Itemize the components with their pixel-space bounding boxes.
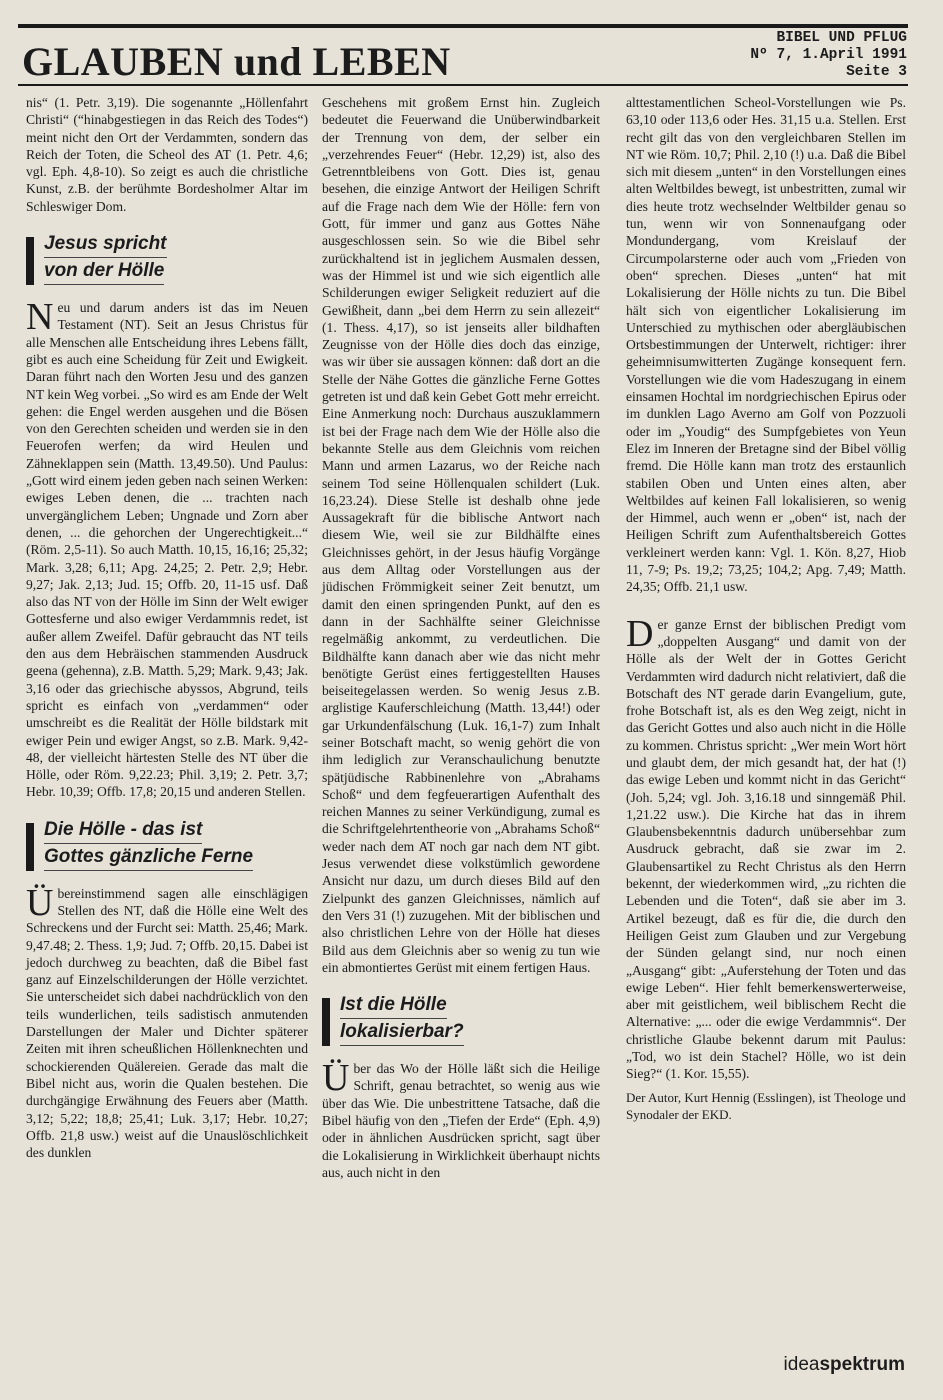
column-2 <box>322 94 600 1181</box>
section-heading <box>322 992 600 1046</box>
author-byline: Der Autor, Kurt Hennig (Esslingen), ist Theologe und Synodaler der EKD. <box>626 1089 906 1122</box>
paragraph: alttestamentlichen Scheol-Vorstellungen wie Ps. 63,10 oder 113,6 oder Hes. 31,15 u.a. Stellen. Erst recht gilt das von den vergleichbaren Stellen im NT wie Röm. 10,7; Phil. 2,10 (!) u.a. Daß die Bibel sich mit diesem „unten“ in den Vorstellungen eines alten Weltbildes bewegt, ist unbestritten, zumal wir dies heute trotz wechselnder Weltbilder genau so tun, wenn wir von Sonnenaufgang oder Mondundergang, vom Kreislauf der Circumpolarsterne oder auch vom „Frieden von oben“ sprechen. Dieses „unten“ hat mit Lokalisierung der Hölle nichts zu tun. Die Bibel hält sich von eigentlicher Lokalisierung im Unterschied zu mythischen oder abergläubischen Ortsbestimmungen der Unterwelt, richtiger: ihrer geheimnisumwitterten Zugänge konsequent fern. Vorstellungen wie die vom Hadeszugang in einem einsamen Hochtal im nordgriechischen Epirus oder im dunklen Lago Averno am Golf von Pozzuoli oder im „Youdig“ des Sumpfgebietes von Yeun Elez im Inneren der Bretagne sind der Bibel völlig fremd. Die Hölle kann man trotz des erstaunlich stabilen Oben und Unten eines alten, aber Weltbildes auf keinen Fall lokalisieren, so wenig der Himmel, auch wenn er „oben“ ist, nach der Heiligen Schrift zum Aufenthaltsbereich Gottes verkleinert werden kann: Vgl. 1. Kön. 8,27, Hiob 11, 7-9; Ps. 19,2; 73,25; 104,2; Apg. 7,49; Matth. 24,35; Offb. 21,1 usw. <box>626 95 906 595</box>
page-number: Seite 3 <box>846 64 907 80</box>
drop-cap: Ü <box>322 1057 350 1100</box>
paragraph: Der ganze Ernst der biblischen Predigt vom „doppelten Ausgang“ und damit von der Hölle als der Welt der in Gottes Gericht Verdammten wird dadurch nicht relativiert, daß die Botschaft des NT gerade darin Evangelium, gute, frohe Botschaft ist, als es den Weg zeigt, nicht in das Gericht Gottes und also auch nicht in die Hölle zu kommen. Christus spricht: „Wer mein Wort hört und glaubt dem, der mich gesandt hat, der hat (!) das ewige Leben und kommt nicht in das Gericht“ (Joh. 5,24; vgl. Joh. 3,16.18 und sinngemäß Phil. 1,21.22 usw.). Die Kirche hat das in ihrem Glaubensbekenntnis dadurch unübersehbar zum Ausdruck gebracht, daß sie zwar im 2. Glaubensartikel zu Recht Christus als den Herrn bekennt, der wiederkommen wird, „zu richten die Lebenden und die Toten“, daß sie aber im 3. Artikel bezeugt, daß es für die, die durch den Heiligen Geist zum Glauben und zur Vergebung der Sünden gelangt sind, nur noch einen „Ausgang“ gibt: „Auferstehung der Toten und das ewige Leben“. Hier fehlt bemerkenswerterweise, aber mit geistlichem, weil biblischem Recht die Alternative: „... oder die ewige Verdammnis“. Der christliche Glaube bekennt darum mit Paulus: „Tod, wo ist dein Stachel? Hölle, wo ist dein Sieg?“ (1. Kor. 15,55). <box>626 612 906 1082</box>
heading-line: Gottes gänzliche Ferne <box>44 844 253 871</box>
column-3 <box>626 94 906 1123</box>
header-rule <box>18 84 908 86</box>
paragraph: nis“ (1. Petr. 3,19). Die sogenannte „Höllenfahrt Christi“ (“hinabgestiegen in das Reich des Todes“) meint nicht den Ort der Verdammten, sondern das Reich der Toten, die Scheol des AT (1. Petr. 4,6; vgl. Eph. 4,8-10). So zeigt es auch die christliche Kunst, z.B. der berühmte Bordesholmer Altar im Schleswiger Dom. <box>26 95 308 214</box>
column-1 <box>26 94 308 1161</box>
top-rule <box>18 24 908 28</box>
paragraph: Geschehens mit großem Ernst hin. Zugleich bedeutet die Feuerwand die Unüberwindbarkeit der Trennung von dem, der selber ein „verzehrendes Feuer“ (Hebr. 12,29) ist, also des Getrenntbleibens von Gott. Dies ist, genau besehen, die einzige Antwort der Heiligen Schrift auf die Frage nach dem Wie der Hölle: fern von Gott, für immer und ganz aus Gottes Nähe ausgeschlossen sein. So wie die Bibel sehr zurückhaltend ist in jeglichem Ausmalen dessen, was der Himmel ist und wie sich eigentlich alle Schilderungen ewiger Seligkeit reduziert auf die Gewißheit, dann „bei dem Herrn zu sein allezeit“ (1. Thess. 4,17), so ist jenseits aller bildhaften Zeugnisse von der Hölle dies doch das einzige, was wir über sie aussagen können: daß dort an die Stelle der Nähe Gottes die gänzliche Ferne Gottes getreten ist und daß kein Gebet Gott mehr erreicht. Eine Anmerkung noch: Durchaus auszuklammern ist bei der Frage nach dem Wie der Hölle also die bekannte Stelle aus dem Gleichnis vom reichen Mann und armen Lazarus, wo der Reiche nach seinem Tod seine Höllenqualen schildert (Luk. 16,23.24). Diese Stelle ist deshalb ohne jede Aussagekraft für die biblische Antwort nach diesem Wie, weil sie zur Bildhälfte eines Gleichnisses gehört, in der Jesus häufig Vorgänge aus dem Alltag oder Vorstellungen aus der jüdischen Frömmigkeit seiner Zeit benutzt, um damit den einen springenden Punkt, auf den es dann in der Sachhälfte seiner Gleichnisse regelmäßig ankommt, zu verdeutlichen. Die Bildhälfte kann danach aber wie das nicht mehr benötigte Gerüst eines fertiggestellten Hauses beiseitegelassen werden. So wenig Jesus z.B. arglistige Kauferschleichung (Matth. 13,44!) oder gar Urkundenfälschung (Luk. 16,1-7) zum Inhalt seiner Botschaft macht, so wenig gehört die von ihm lediglich zur Veranschaulichung benutzte spätjüdische Rabbinenlehre von „Abrahams Schoß“ und dem fegfeuerartigen Aufenthalt des reichen Mannes zu seiner Verkündigung, zumal es die Schriftgelehrtentheorie von „Abrahams Schoß“ weder nach dem AT noch gar nach dem NT gibt. Jesus verwendet diese volkstümlich gewordene Ansicht nur dazu, um durch dieses Bild auf den Zielpunkt des ganzen Gleichnisses, nämlich auf den Vers 31 (!) zuzugehen. Mit der biblischen und also christlichen Lehre von der Hölle hat dieses Bild aus dem Gleichnis aber so wenig zu tun wie ein abmontiertes Gerüst mit einem fertigen Haus. <box>322 95 600 975</box>
heading-line: Jesus spricht <box>44 231 167 258</box>
section-heading <box>26 231 308 285</box>
heading-bar <box>322 998 330 1046</box>
drop-cap: N <box>26 296 54 339</box>
drop-cap: Ü <box>26 881 54 924</box>
page-title: GLAUBEN und LEBEN <box>22 39 451 84</box>
heading-line: von der Hölle <box>44 258 164 285</box>
paragraph: Übereinstimmend sagen alle einschlägigen Stellen des NT, daß die Hölle eine Welt des Schreckens und der Furcht sei: Matth. 25,46; Mark. 9,47.48; 2. Thess. 1,9; Jud. 7; Offb. 20,15. Dabei ist jedoch durchweg zu beachten, daß die Bibel fast ganz auf Einzelschilderungen der Hölle verzichtet. Sie unterscheidet sich dabei nachdrücklich von den teils wunderlichen, teils sadistisch anmutenden Darstellungen der Maler und Dichter späterer Zeiten mit ihren scheußlichen Höllenknechten und schockierenden Quälereien. Gerade das malt die Bibel nicht aus, worin die Qualen bestehen. Die durchgängige Erwähnung des Feuers aber (Matth. 3,12; 5,22; 18,8; 25,41; Luk. 3,17; Hebr. 10,27; Offb. 21,8 usw.) weist auf die Unauslöschlichkeit des dunklen <box>26 881 308 1161</box>
heading-line: Die Hölle - das ist <box>44 817 202 844</box>
section-heading <box>26 817 308 871</box>
paragraph: Neu und darum anders ist das im Neuen Testament (NT). Seit an Jesus Christus für alle Menschen alle Entscheidung ihres Lebens fällt, gibt es auch eine Scheidung für Zeit und Ewigkeit. Daran führt nach den Worten Jesu und des ganzen NT kein Weg vorbei. „So wird es am Ende der Welt gehen: die Engel werden ausgehen und die Bösen von den Gerechten scheiden und werden sie in den Feuerofen werfen; da wird Heulen und Zähneklappen sein (Matth. 13,49.50). Und Paulus: „Gott wird einem jeden geben nach seinen Werken: ewiges Leben denen, die ... trachten nach unvergänglichem Leben; Ungnade und Zorn aber denen, ... die gehorchen der Ungerechtigkeit...“ (Röm. 2,5-11). So auch Matth. 10,15, 16,16; 25,32; Mark. 3,28; 6,11; Apg. 24,25; 2. Petr. 2,9; Hebr. 9,27; Jak. 2,13; Jud. 15; Offb. 20, 11-15 usf. Daß also das NT von der Hölle im Sinn der Welt ewiger Gottesferne und also ewiger Verdammnis redet, ist außer allem Zweifel. Dafür gebraucht das NT teils den aus dem Hebräischen stammenden Ausdruck geena (gehenna), z.B. Matth. 5,29; Mark. 9,43; Jak. 3,16 oder das griechische abyssos, Abgrund, teils spricht es einfach von „verdammen“ oder umschreibt es die Realität der Hölle bildstark mit ewiger Pein und ewiger Angst, so z.B. Mark. 9,42-48, der vielleicht härtesten Stelle des NT über die Hölle, oder Röm. 9,22.23; Phil. 3,19; 2. Petr. 3,7; Hebr. 10,39; Offb. 17,8; 20,15 und anderen Stellen. <box>26 296 308 800</box>
issue-date: Nº 7, 1.April 1991 <box>750 47 907 63</box>
heading-bar <box>26 237 34 285</box>
drop-cap: D <box>626 612 654 655</box>
issue-info <box>750 30 907 81</box>
publication-name: BIBEL UND PFLUG <box>776 30 907 46</box>
paragraph: Über das Wo der Hölle läßt sich die Heilige Schrift, genau betrachtet, so wenig aus wie über das Wie. Die unbestrittene Tatsache, daß die Bibel häufig von den „Tiefen der Erde“ (Eph. 4,9) oder in ähnlichen Ausdrücken spricht, sagt über die Lokalisierung in Wirklichkeit überhaupt nichts aus, auch nicht in den <box>322 1057 600 1180</box>
heading-bar <box>26 823 34 871</box>
heading-line: lokalisierbar? <box>340 1019 464 1046</box>
heading-line: Ist die Hölle <box>340 992 447 1019</box>
idea-spektrum-logo: ideaspektrum <box>783 1354 905 1375</box>
